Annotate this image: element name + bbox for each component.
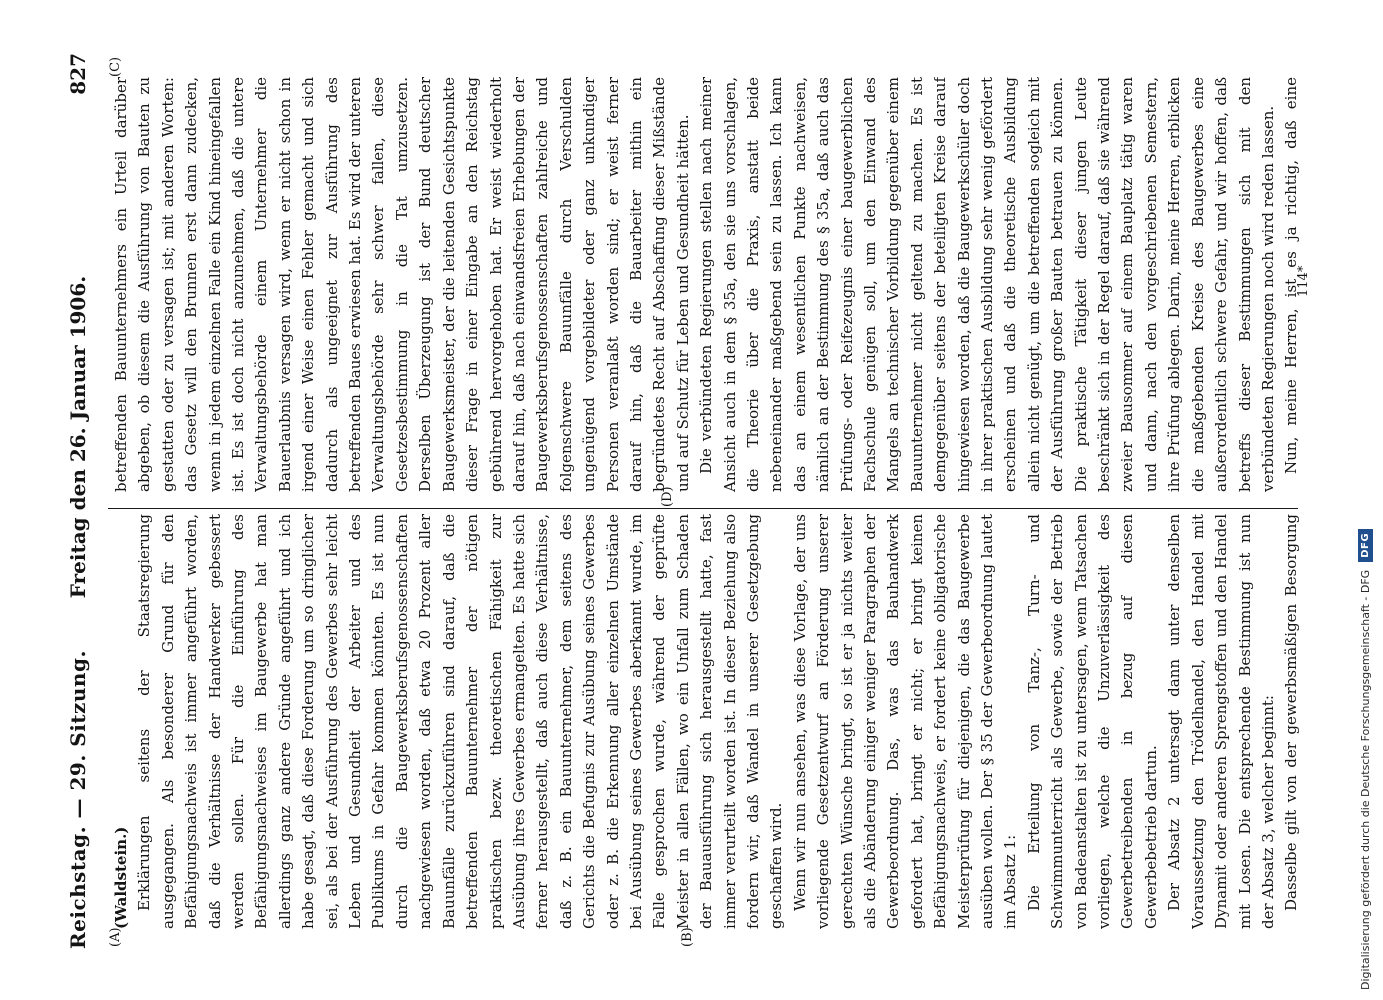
margin-marker-a: (A)	[108, 927, 123, 947]
paragraph: Die verbündeten Regierungen stellen nach meiner Ansicht auch in dem § 35a, den sie uns vorschlagen, die Theorie über die Praxis, anstatt beide nebeneinander maßgebend sein zu lassen. Ich kann das an einem wesentlichen Punkte nachweisen, nämlich an der Bestimmung des § 35a, daß auch das Prüfungs- oder Reifezeugnis einer baugewerblichen Fachschule genügen soll, um den Einwand des Mangels an technischer Vorbildung gegenüber einem Bauunternehmer nicht geltend zu machen. Es ist demgegenüber seitens der beteiligten Kreise darauf hingewiesen worden, daß die Baugewerkschüler doch in ihrer praktischen Ausbildung sehr wenig gefördert erscheinen und daß die theoretische Ausbildung allein nicht genügt, um die betreffenden sogleich mit der Ausführung großer Bauten betrauen zu können. Die praktische Tätigkeit dieser jungen Leute beschränkt sich in der Regel darauf, daß sie während zweier Bausommer auf einem Bauplatz tätig waren und dann, nach den vorgeschriebenen Semestern, ihre Prüfung ablegen. Darin, meine Herren, erblicken die maßgebenden Kreise des Baugewerbes eine außerordentlich schwere Gefahr, und wir hoffen, daß betreffs dieser Bestimmungen sich mit den verbündeten Regierungen noch wird reden lassen.	[697, 77, 1277, 492]
right-column	[110, 77, 1300, 492]
quoted-paragraph: Dasselbe gilt von der gewerbsmäßigen Besorgung	[1282, 514, 1300, 911]
paragraph: Der Absatz 2 untersagt dann unter denselben Voraussetzung den Trödelhandel, den Handel mit Dynamit oder anderen Sprengstoffen und den Handel mit Losen. Die entsprechende Bestimmung ist nun der Absatz 3, welcher beginnt:	[1165, 514, 1277, 929]
quoted-paragraph: Die Erteilung von Tanz-, Turn- und Schwimmunterricht als Gewerbe, sowie der Betrieb von Badeanstalten ist zu untersagen, wenn Tatsachen vorliegen, welche die Unzuverlässigkeit des Gewerbetreibenden in bezug auf diesen Gewerbebetrieb dartun.	[1024, 514, 1160, 929]
margin-marker-d: (D)	[660, 486, 675, 507]
paragraph: betreffenden Bauunternehmers ein Urteil darüber abgeben, ob diesem die Ausführung von Bauten zu gestatten oder zu versagen ist; mit anderen Worten: das Gesetz will den Brunnen erst dann zudecken, wenn in jedem einzelnen Falle ein Kind hineingefallen ist. Es ist doch nicht anzunehmen, daß die untere Verwaltungsbehörde einem Unternehmer die Bauerlaubnis versagen wird, wenn er nicht schon in irgend einer Weise einen Fehler gemacht und sich dadurch als ungeeignet zur Ausführung des betreffenden Baues erwiesen hat. Es wird der unteren Verwaltungsbehörde sehr schwer fallen, diese Gesetzesbestimmung in die Tat umzusetzen. Derselben Überzeugung ist der Bund deutscher Baugewerksmeister, der die leitenden Gesichtspunkte dieser Frage in einer Eingabe an den Reichstag gebührend hervorgehoben hat. Er weist wiederholt darauf hin, daß nach einwandsfreien Erhebungen der Baugewerksberufsgenossenschaften zahlreiche und folgenschwere Bauunfälle durch Verschulden ungenügend vorgebildeter oder ganz unkundiger Personen veranlaßt worden sind; er weist ferner darauf hin, daß die Bauarbeiter mithin ein begründetes Recht auf Abschaffung dieser Mißstände und auf Schutz für Leben und Gesundheit hätten.	[112, 77, 692, 492]
paragraph: Nun, meine Herren, ist es ja richtig, daß eine	[1282, 77, 1300, 474]
paragraph: Wenn wir nun ansehen, was diese Vorlage, der uns vorliegende Gesetzentwurf an Förderung unserer gerechten Wünsche bringt, so ist er ja nichts weiter als die Abänderung einiger weniger Paragraphen der Gewerbeordnung. Das, was das Bauhandwerk gefordert hat, bringt er nicht; er bringt keinen Befähigungsnachweis, er fordert keine obligatorische Meisterprüfung für diejenigen, die das Baugewerbe ausüben wollen. Der § 35 der Gewerbeordnung lautet im Absatz 1:	[790, 514, 1020, 929]
header-date: Freitag den 26. Januar 1906.	[66, 275, 90, 599]
header-left: Reichstag. — 29. Sitzung.	[66, 650, 90, 949]
signature-number: 114*	[1296, 265, 1311, 297]
margin-marker-c: (C)	[108, 56, 123, 77]
margin-marker-b: (B)	[680, 927, 695, 947]
credit-text: Digitalisierung gefördert durch die Deutsche Forschungsgemeinschaft - DFG	[1358, 569, 1372, 990]
speaker-name: (Waldstein.)	[112, 826, 130, 929]
page-number: 827	[66, 53, 90, 95]
column-divider	[108, 508, 1298, 509]
left-column	[110, 514, 1300, 929]
paragraph: Erklärungen seitens der Staatsregierung ausgegangen. Als besonderer Grund für den Befähigungsnachweis ist immer angeführt worden, daß die Verhältnisse der Handwerker gebessert werden sollen. Für die Einführung des Befähigungsnachweises im Baugewerbe hat man allerdings ganz andere Gründe angeführt und ich habe gesagt, daß diese Forderung um so dringlicher sei, als bei der Ausführung des Gewerbes sehr leicht Leben und Gesundheit der Arbeiter und des Publikums in Gefahr kommen könnten. Es ist nun durch die Baugewerksberufsgenossenschaften nachgewiesen worden, daß etwa 20 Prozent aller Bauunfälle zurückzuführen sind darauf, daß die betreffenden Bauunternehmer der nötigen praktischen bezw. theoretischen Fähigkeit zur Ausübung ihres Gewerbes ermangelten. Es hatte sich ferner herausgestellt, daß auch diese Verhältnisse, daß z. B. ein Bauunternehmer, dem seitens des Gerichts die Befugnis zur Ausübung seines Gewerbes oder z. B. die Erkennung aller einzelnen Umstände bei Ausübung seines Gewerbes aberkannt wurde, im Falle gesprochen wurde, während der geprüfte Meister in allen Fällen, wo ein Unfall zum Schaden der Bauausführung sich herausgestellt hatte, fast immer verurteilt worden ist. In dieser Beziehung also fordern wir, daß Wandel in unserer Gesetzgebung geschaffen wird.	[135, 514, 786, 929]
dfg-logo: DFG	[1358, 529, 1373, 562]
digitization-credit	[1353, 10, 1377, 990]
rotated-page-content	[60, 47, 1320, 957]
page-header	[66, 47, 106, 957]
